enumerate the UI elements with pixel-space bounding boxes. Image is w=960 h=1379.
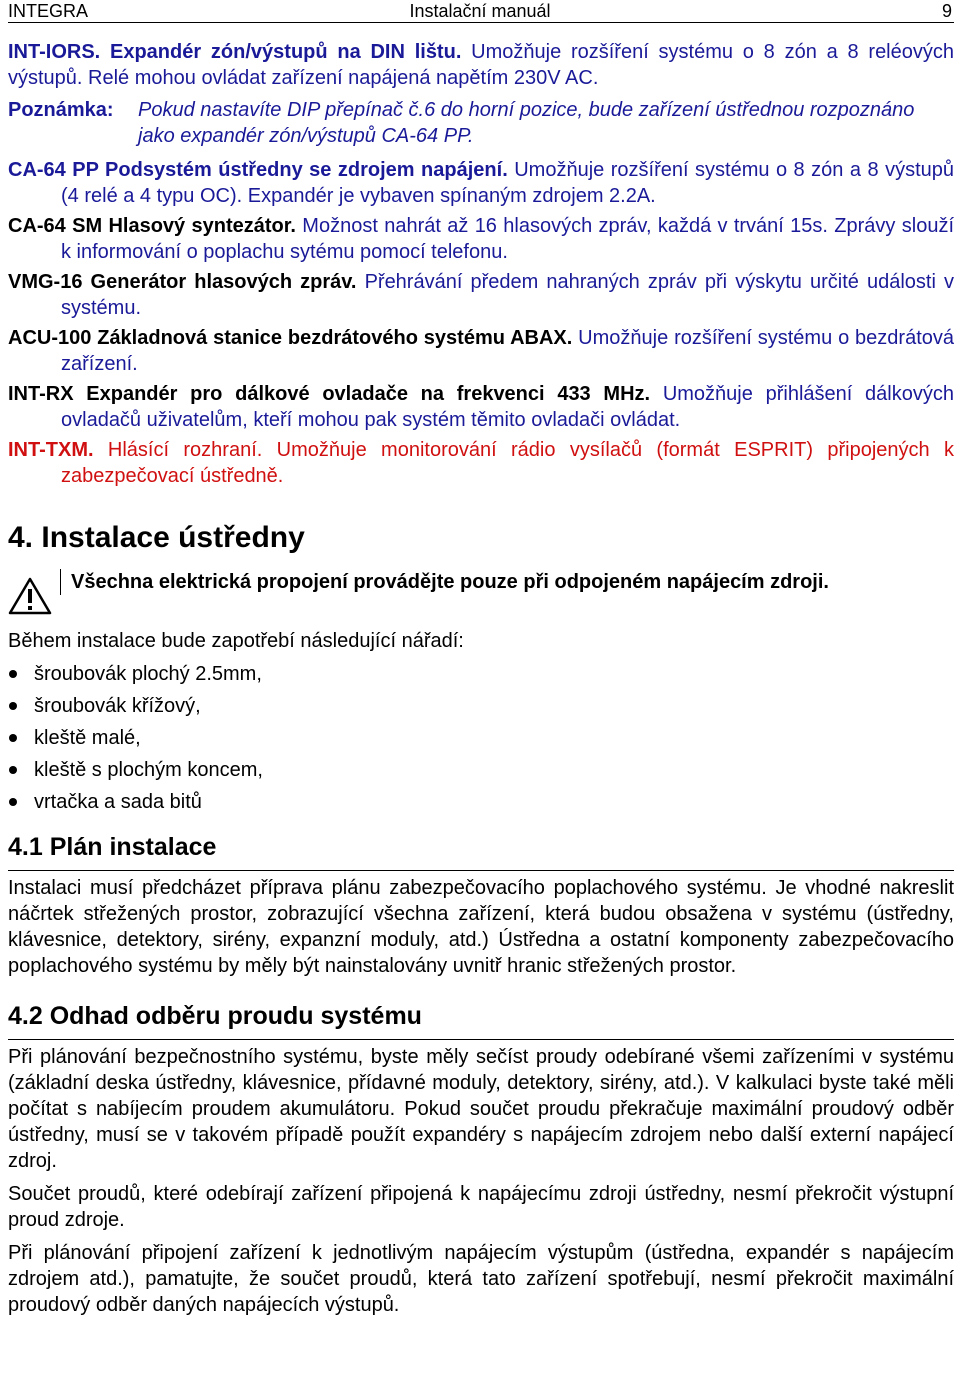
section-41-text: Instalaci musí předcházet příprava plánu zabezpečovacího poplachového systému. Je vhodné nakreslit náčrtek střežených prostor, zobrazující všechna zařízení, která budou obsažena v systému (ústředny, klávesnice, detektory, sirény, expanzní moduly, atd.) Ústředna a ostatní komponenty zabezpečovacího poplachového systému by měly být nainstalovány uvnitř hranic střežených prostor. <box>8 877 954 977</box>
entry-text: Umožňuje rozšíření systému o bezdrátová zařízení. <box>61 327 955 375</box>
section-41-heading: 4.1 Plán instalace <box>8 833 217 861</box>
header-page-number: 9 <box>941 1 952 21</box>
entry-title: ACU-100 Základnová stanice bezdrátového systému ABAX. <box>8 327 573 349</box>
list-item: kleště malé, <box>8 722 954 754</box>
list-item: vrtačka a sada bitů <box>8 786 954 818</box>
entry-text: Umožňuje přihlášení dálkových ovladačů uživatelům, kteří mohou pak systém těmito ovladači ovládat. <box>61 383 954 431</box>
entry-vmg16 <box>8 269 954 321</box>
tools-intro: Během instalace bude zapotřebí následující nářadí: <box>8 630 464 652</box>
list-item: šroubovák plochý 2.5mm, <box>8 658 954 690</box>
entry-int-txm <box>8 437 954 489</box>
section-42-p3: Při plánování připojení zařízení k jednotlivým napájecím výstupům (ústředna, expandér s napájecím zdrojem atd.), pamatujte, že součet proudů, která tato zařízení spotřebují, nesmí překročit maximální proudový odběr daných napájecích výstupů. <box>8 1242 954 1316</box>
entry-text: Přehrávání předem nahraných zpráv při výskytu určité události v systému. <box>61 271 954 319</box>
entry-int-rx <box>8 381 954 433</box>
header-left: INTEGRA <box>8 1 89 21</box>
page-header <box>8 0 954 23</box>
note <box>8 97 954 149</box>
entry-title: INT-IORS. Expandér zón/výstupů na DIN lištu. <box>8 41 462 63</box>
list-item: šroubovák křížový, <box>8 690 954 722</box>
entry-title: INT-RX Expandér pro dálkové ovladače na frekvenci 433 MHz. <box>8 383 651 405</box>
entry-text: Umožňuje rozšíření systému o 8 zón a 8 reléových výstupů. Relé mohou ovládat zařízení napájená napětím 230V AC. <box>8 41 954 89</box>
warning-text: Všechna elektrická propojení provádějte pouze při odpojeném napájecím zdroji. <box>60 569 829 595</box>
entry-title: VMG-16 Generátor hlasových zpráv. <box>8 271 357 293</box>
note-label: Poznámka: <box>8 99 114 121</box>
entry-ca64sm <box>8 213 954 265</box>
entry-acu100 <box>8 325 954 377</box>
list-item: kleště s plochým koncem, <box>8 754 954 786</box>
entry-text: Možnost nahrát až 16 hlasových zpráv, každá v trvání 15s. Zprávy slouží k informování o poplachu sytému pomocí telefonu. <box>61 215 955 263</box>
section-42-p1: Při plánování bezpečnostního systému, byste měly sečíst proudy odebírané všemi zařízeními v systému (základní deska ústředny, klávesnice, přídavné moduly, detektory, sirény, atd.). V kalkulaci byste také měli počítat s nabíjecím proudem akumulátoru. Pokud součet proudu překračuje maximální proudový odběr ústředny, musí se v takovém případě použít expandéry s napájecím zdrojem nebo další externí napájecí zdroj. <box>8 1046 954 1172</box>
entry-text: Hlásící rozhraní. Umožňuje monitorování rádio vysílačů (formát ESPRIT) připojených k zabezpečovací ústředně. <box>61 439 955 487</box>
entry-title: CA-64 PP Podsystém ústředny se zdrojem napájení. <box>8 159 508 181</box>
tools-list <box>8 658 954 818</box>
section-42-p2: Součet proudů, které odebírají zařízení připojená k napájecímu zdroji ústředny, nesmí překročit výstupní proud zdroje. <box>8 1183 954 1231</box>
entry-title: INT-TXM. <box>8 439 94 461</box>
note-text: Pokud nastavíte DIP přepínač č.6 do horní pozice, bude zařízení ústřednou rozpoznáno jako expandér zón/výstupů CA-64 PP. <box>138 99 915 147</box>
entry-text: Umožňuje rozšíření systému o 8 zón a 8 výstupů (4 relé a 4 typu OC). Expandér je vybaven spínaným zdrojem 2.2A. <box>61 159 954 207</box>
entry-ca64pp <box>8 157 954 209</box>
entry-title: CA-64 SM Hlasový syntezátor. <box>8 215 296 237</box>
warning-triangle-icon <box>8 577 60 622</box>
section-42-heading: 4.2 Odhad odběru proudu systému <box>8 1002 422 1030</box>
entry-int-iors <box>8 39 954 91</box>
header-center: Instalační manuál <box>409 1 551 21</box>
warning-box <box>8 569 954 622</box>
section-4-heading: 4. Instalace ústředny <box>8 521 305 554</box>
